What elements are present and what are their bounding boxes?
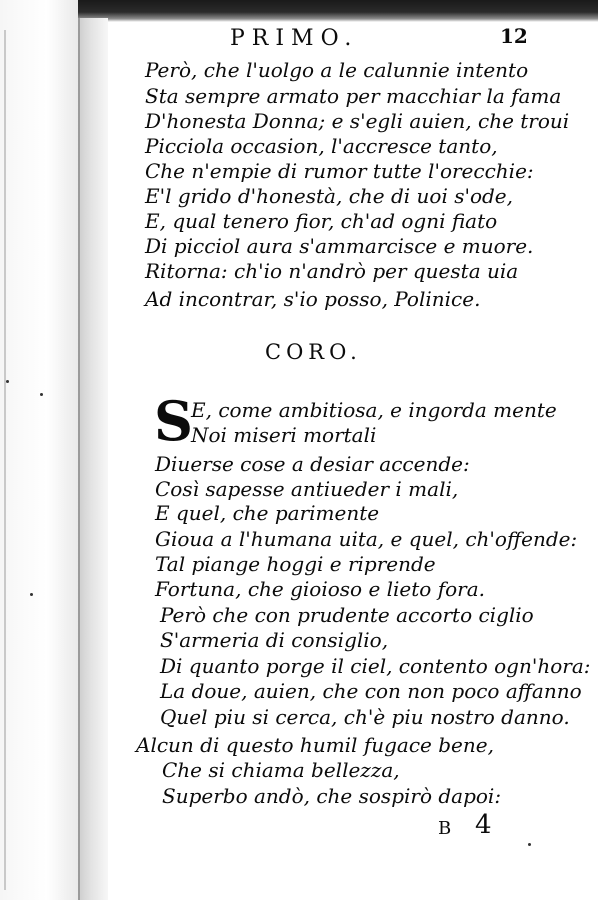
page-number: 12 <box>500 24 528 48</box>
verse-line: E, come ambitiosa, e ingorda mente <box>191 398 557 422</box>
book-gutter-shadow <box>78 18 108 900</box>
speech-line: Però, che l'uolgo a le calunnie intento <box>145 58 529 82</box>
verse-line: E quel, che parimente <box>155 501 380 525</box>
page-header <box>0 22 598 52</box>
speech-line: Che n'empie di rumor tutte l'orecchie: <box>145 159 534 183</box>
speech-line: Di picciol aura s'ammarcisce e muore. <box>145 234 534 258</box>
verse-line: Noi miseri mortali <box>191 423 377 447</box>
speech-line: Picciola occasion, l'accresce tanto, <box>145 134 498 158</box>
verse-line: Però che con prudente accorto ciglio <box>160 603 534 627</box>
verse-line: Gioua a l'humana uita, e quel, ch'offende: <box>155 527 578 551</box>
speech-line: D'honesta Donna; e s'egli auien, che troui <box>145 109 570 133</box>
speech-line: E, qual tenero fior, ch'ad ogni fiato <box>145 209 498 233</box>
paper-speck <box>528 843 531 846</box>
speech-line: Sta sempre armato per macchiar la fama <box>145 84 562 108</box>
verse-line: Di quanto porge il ciel, contento ogn'hora: <box>160 654 591 678</box>
verse-line: Tal piange hoggi e riprende <box>155 552 436 576</box>
speech-line: Ritorna: ch'io n'andrò per questa uia <box>145 259 519 283</box>
section-heading: CORO. <box>265 340 362 364</box>
paper-speck <box>30 593 33 596</box>
verse-line: Fortuna, che gioioso e lieto fora. <box>155 577 485 601</box>
drop-cap: S <box>154 389 193 453</box>
verse-line: Quel piu si cerca, ch'è piu nostro danno. <box>160 705 570 729</box>
speech-line: Ad incontrar, s'io posso, Polinice. <box>145 287 481 311</box>
verse-line: Così sapesse antiueder i mali, <box>155 477 459 501</box>
verse-line: Superbo andò, che sospirò dapoi: <box>162 784 502 808</box>
signature-number: 4 <box>475 810 492 840</box>
running-head: PRIMO. <box>230 26 359 51</box>
signature-letter: B <box>438 818 452 839</box>
verse-line: Diuerse cose a desiar accende: <box>155 452 470 476</box>
page-edge-line <box>4 30 6 890</box>
verse-line: Alcun di questo humil fugace bene, <box>136 733 494 757</box>
speech-line: E'l grido d'honestà, che di uoi s'ode, <box>145 184 513 208</box>
facing-page-edge <box>0 0 78 900</box>
paper-speck <box>6 380 9 383</box>
verse-line: La doue, auien, che con non poco affanno <box>160 679 582 703</box>
verse-line: Che si chiama bellezza, <box>162 758 400 782</box>
paper-speck <box>40 393 43 396</box>
verse-line: S'armeria di consiglio, <box>160 628 389 652</box>
